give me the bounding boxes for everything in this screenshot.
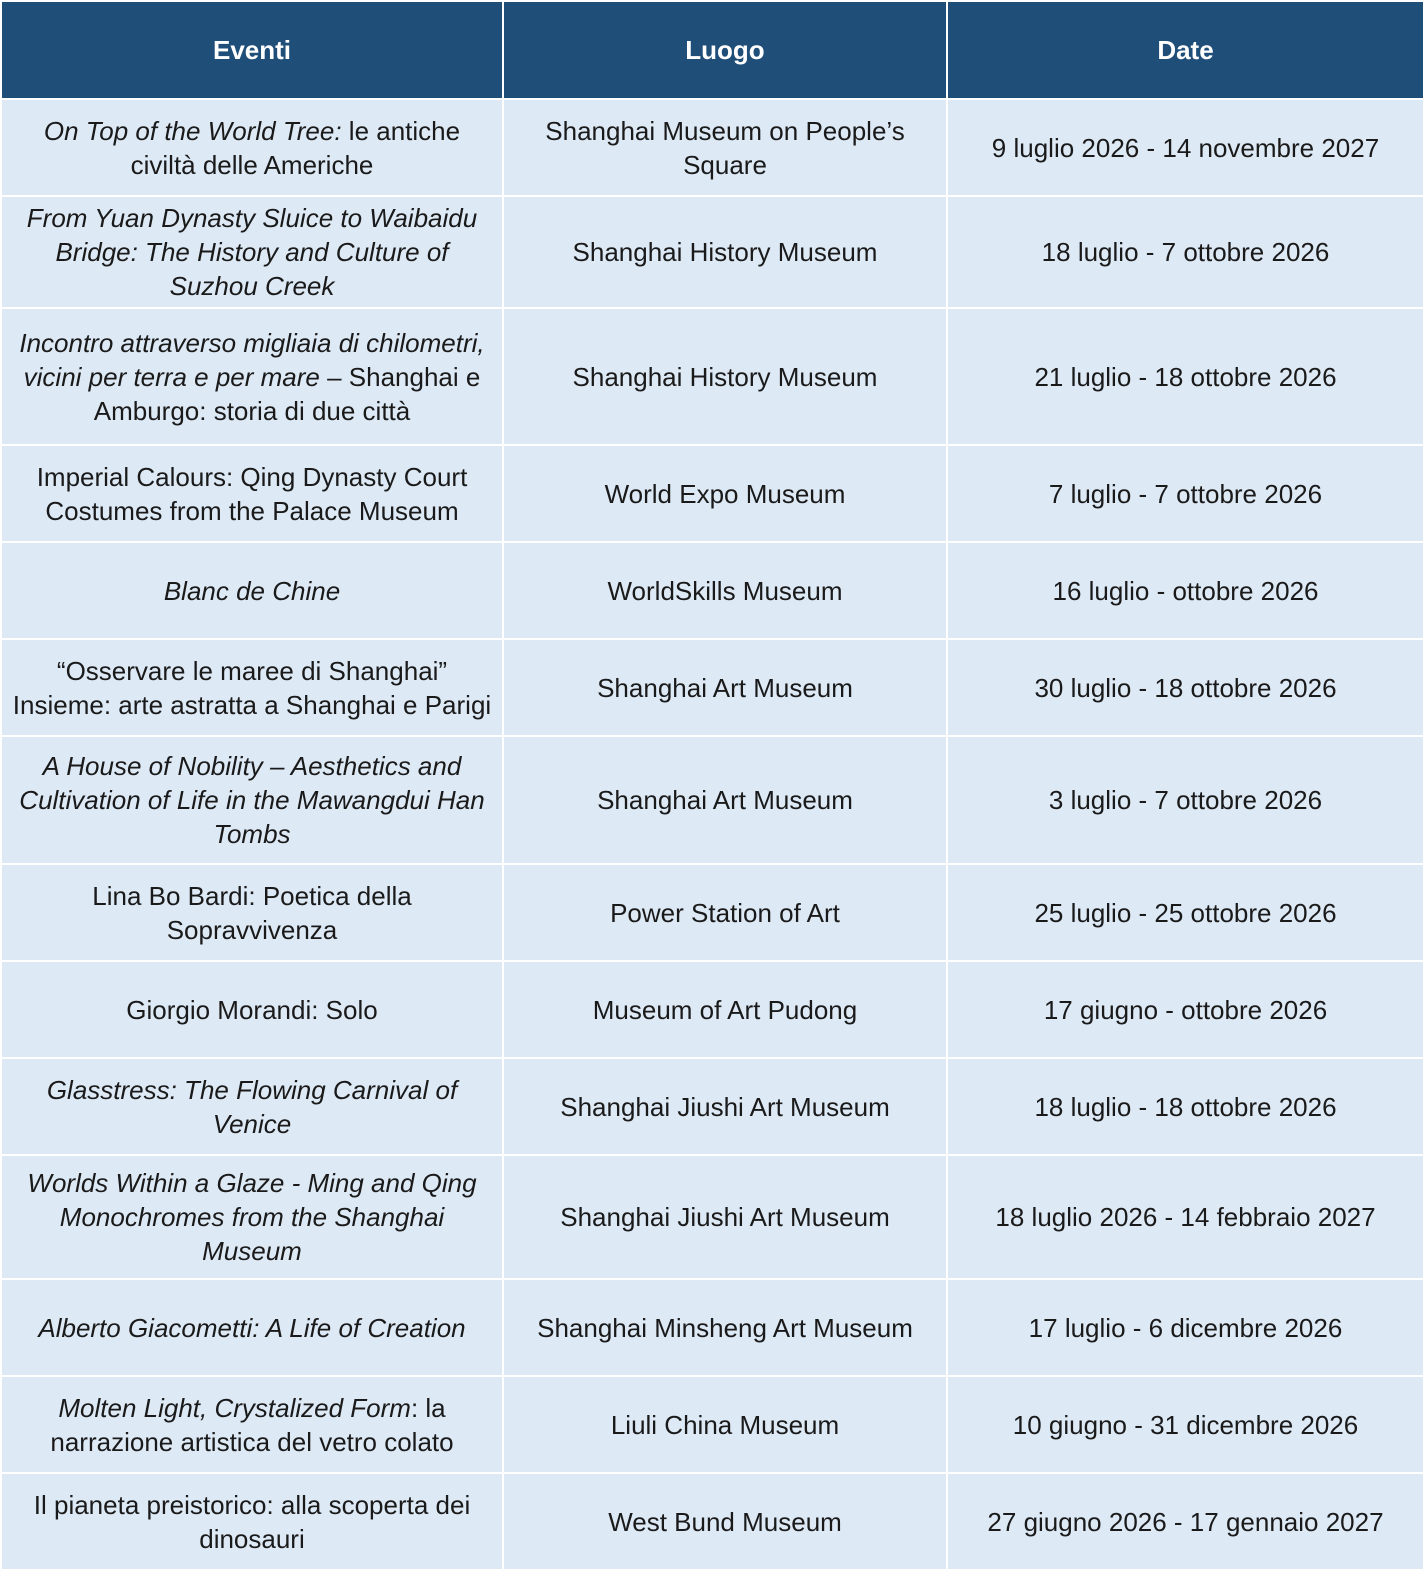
location-cell: Shanghai Art Museum: [503, 736, 947, 864]
location-cell: Power Station of Art: [503, 864, 947, 961]
table-row: [1, 736, 1423, 864]
date-cell: 10 giugno - 31 dicembre 2026: [947, 1376, 1423, 1473]
location-cell: Shanghai Art Museum: [503, 639, 947, 736]
location-cell: Museum of Art Pudong: [503, 961, 947, 1058]
event-cell: [1, 196, 503, 308]
table-row: [1, 196, 1423, 308]
event-title: Il pianeta preistorico: alla scoperta dei dinosauri: [33, 1489, 471, 1554]
location-cell: Shanghai Museum on People’s Square: [503, 99, 947, 196]
location-cell: Liuli China Museum: [503, 1376, 947, 1473]
event-title: – Shanghai e Amburgo: storia di due città: [93, 361, 481, 426]
event-cell: [1, 864, 503, 961]
table-row: [1, 1058, 1423, 1155]
event-cell: [1, 1058, 503, 1155]
event-title-italic: Worlds Within a Glaze - Ming and Qing Monochromes from the Shanghai Museum: [27, 1168, 477, 1266]
event-cell: [1, 1473, 503, 1570]
date-cell: 9 luglio 2026 - 14 novembre 2027: [947, 99, 1423, 196]
table-row: [1, 1473, 1423, 1570]
event-title-italic: Glasstress: The Flowing Carnival of Venice: [46, 1074, 458, 1139]
table-row: [1, 1279, 1423, 1376]
event-title: “Osservare le maree di Shanghai” Insieme: arte astratta a Shanghai e Parigi: [12, 655, 492, 720]
date-cell: 18 luglio - 18 ottobre 2026: [947, 1058, 1423, 1155]
event-title: Imperial Calours: Qing Dynasty Court Costumes from the Palace Museum: [36, 461, 468, 526]
location-cell: Shanghai History Museum: [503, 308, 947, 445]
header-row: [1, 1, 1423, 99]
event-title: Lina Bo Bardi: Poetica della Sopravvivenza: [92, 880, 412, 945]
location-cell: World Expo Museum: [503, 445, 947, 542]
event-title: : la narrazione artistica del vetro colato: [50, 1392, 454, 1457]
table-row: [1, 961, 1423, 1058]
date-cell: 25 luglio - 25 ottobre 2026: [947, 864, 1423, 961]
table-row: [1, 308, 1423, 445]
date-cell: 17 giugno - ottobre 2026: [947, 961, 1423, 1058]
header-luogo: Luogo: [503, 1, 947, 99]
event-cell: [1, 1155, 503, 1279]
event-title: Giorgio Morandi: Solo: [126, 994, 378, 1025]
date-cell: 16 luglio - ottobre 2026: [947, 542, 1423, 639]
table-row: [1, 542, 1423, 639]
date-cell: 7 luglio - 7 ottobre 2026: [947, 445, 1423, 542]
table-row: [1, 1155, 1423, 1279]
date-cell: 30 luglio - 18 ottobre 2026: [947, 639, 1423, 736]
event-cell: [1, 542, 503, 639]
header-date: Date: [947, 1, 1423, 99]
event-title: le antiche civiltà delle Americhe: [130, 115, 461, 180]
event-title-italic: Alberto Giacometti: A Life of Creation: [38, 1312, 466, 1343]
location-cell: Shanghai History Museum: [503, 196, 947, 308]
date-cell: 17 luglio - 6 dicembre 2026: [947, 1279, 1423, 1376]
table-row: [1, 445, 1423, 542]
location-cell: Shanghai Minsheng Art Museum: [503, 1279, 947, 1376]
date-cell: 18 luglio - 7 ottobre 2026: [947, 196, 1423, 308]
location-cell: Shanghai Jiushi Art Museum: [503, 1058, 947, 1155]
date-cell: 21 luglio - 18 ottobre 2026: [947, 308, 1423, 445]
event-title-italic: Blanc de Chine: [163, 575, 341, 606]
event-cell: [1, 308, 503, 445]
event-cell: [1, 961, 503, 1058]
event-title-italic: Molten Light, Crystalized Form: [58, 1392, 411, 1423]
header-eventi: Eventi: [1, 1, 503, 99]
event-cell: [1, 1279, 503, 1376]
location-cell: West Bund Museum: [503, 1473, 947, 1570]
event-title-italic: Incontro attraverso migliaia di chilometri, vicini per terra e per mare: [19, 327, 485, 392]
table-row: [1, 1376, 1423, 1473]
date-cell: 3 luglio - 7 ottobre 2026: [947, 736, 1423, 864]
event-cell: [1, 639, 503, 736]
event-cell: [1, 736, 503, 864]
location-cell: WorldSkills Museum: [503, 542, 947, 639]
location-cell: Shanghai Jiushi Art Museum: [503, 1155, 947, 1279]
event-title-italic: From Yuan Dynasty Sluice to Waibaidu Bridge: The History and Culture of Suzhou Creek: [26, 203, 478, 301]
event-title-italic: On Top of the World Tree:: [43, 115, 342, 146]
date-cell: 18 luglio 2026 - 14 febbraio 2027: [947, 1155, 1423, 1279]
table-row: [1, 864, 1423, 961]
table-row: [1, 99, 1423, 196]
event-cell: [1, 99, 503, 196]
date-cell: 27 giugno 2026 - 17 gennaio 2027: [947, 1473, 1423, 1570]
event-cell: [1, 445, 503, 542]
event-title-italic: A House of Nobility – Aesthetics and Cultivation of Life in the Mawangdui Han Tombs: [19, 751, 485, 849]
table-row: [1, 639, 1423, 736]
event-cell: [1, 1376, 503, 1473]
